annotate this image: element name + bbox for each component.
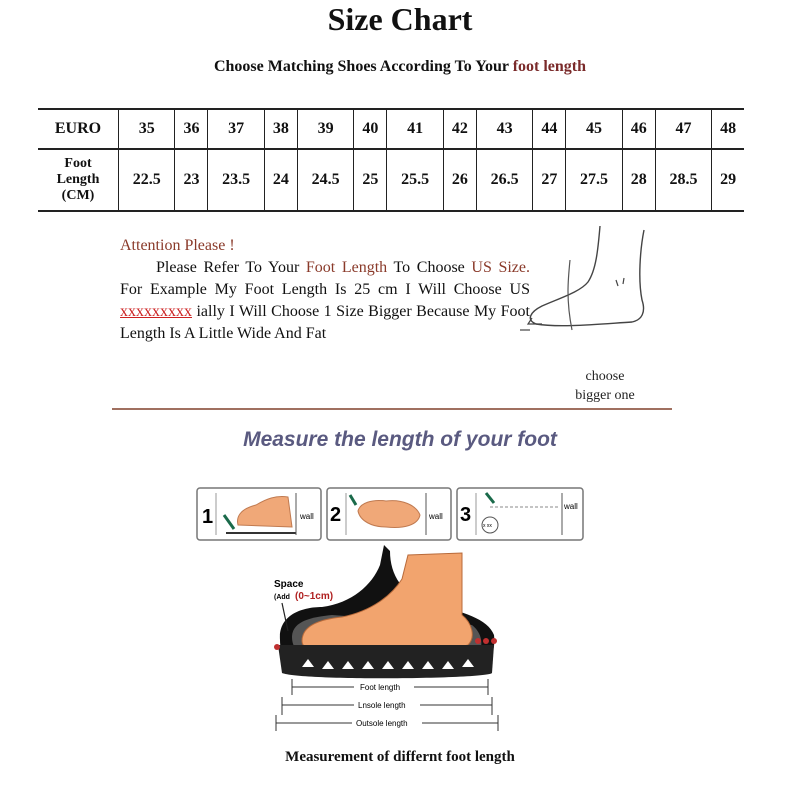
- choose-note-line1: choose: [585, 369, 625, 384]
- size-table: [38, 108, 744, 212]
- foot-length-cell: 24: [264, 149, 297, 211]
- euro-size-cell: 45: [566, 109, 622, 149]
- shoe-diagram: [262, 545, 512, 735]
- attention-us-size: US Size.: [471, 259, 530, 276]
- foot-length-label-line2: Length: [56, 172, 100, 187]
- attention-foot-length: Foot Length: [305, 259, 388, 276]
- measure-heading: Measure the length of your foot: [243, 428, 557, 451]
- step-1-number: 1: [202, 506, 214, 528]
- foot-length-label: [38, 149, 119, 211]
- step-3: [457, 488, 583, 540]
- step-3-mark: x xx: [483, 523, 492, 529]
- foot-length-cell: 24.5: [297, 149, 353, 211]
- foot-length-cell: 29: [712, 149, 744, 211]
- euro-size-cell: 36: [175, 109, 208, 149]
- euro-row: [38, 109, 744, 149]
- euro-size-cell: 44: [533, 109, 566, 149]
- foot-length-cell: 28.5: [655, 149, 711, 211]
- divider: [112, 408, 672, 410]
- attention-text-7: ially I Will Choose 1 Size Bigger Because My Foot Length Is A Little Wide And Fat: [120, 303, 530, 342]
- outsole-length-tag: Outsole length: [356, 719, 408, 728]
- euro-size-cell: 47: [655, 109, 711, 149]
- insole-length-tag: Lnsole length: [358, 701, 406, 710]
- attention-text-1: Please Refer To Your: [156, 259, 306, 276]
- foot-length-cell: 22.5: [119, 149, 175, 211]
- attention-redacted: xxxxxxxxx: [120, 303, 192, 320]
- measurement-steps: [196, 485, 586, 543]
- subtitle-highlight: foot length: [512, 58, 587, 75]
- diagram-caption: Measurement of differnt foot length: [285, 749, 515, 765]
- euro-size-cell: 42: [443, 109, 476, 149]
- foot-length-cell: 23: [175, 149, 208, 211]
- foot-length-cell: 27: [533, 149, 566, 211]
- foot-length-cell: 25: [354, 149, 387, 211]
- attention-text-5: For Example My Foot Length Is 25 cm I Will Choose US: [120, 281, 530, 298]
- foot-sketch-icon: [520, 220, 660, 340]
- foot-length-cell: 26: [443, 149, 476, 211]
- foot-length-label-line1: Foot: [64, 156, 92, 171]
- foot-length-label-line3: (CM): [61, 188, 95, 203]
- euro-size-cell: 35: [119, 109, 175, 149]
- foot-length-row: [38, 149, 744, 211]
- foot-length-cell: 28: [622, 149, 655, 211]
- step-1: [197, 488, 321, 540]
- euro-size-cell: 38: [264, 109, 297, 149]
- add-range: (0~1cm): [295, 591, 334, 602]
- page-title: Size Chart: [327, 1, 473, 37]
- euro-size-cell: 46: [622, 109, 655, 149]
- foot-length-cell: 26.5: [476, 149, 532, 211]
- euro-size-cell: 48: [712, 109, 744, 149]
- step-3-wall: wall: [564, 502, 578, 511]
- euro-size-cell: 41: [387, 109, 443, 149]
- subtitle-text: Choose Matching Shoes According To Your: [213, 58, 513, 75]
- foot-length-cell: 23.5: [208, 149, 264, 211]
- foot-length-tag: Foot length: [360, 683, 401, 692]
- foot-length-cell: 27.5: [566, 149, 622, 211]
- euro-label: EURO: [38, 109, 119, 149]
- attention-heading: Attention Please !: [120, 237, 235, 254]
- euro-size-cell: 39: [297, 109, 353, 149]
- space-label: Space: [274, 579, 304, 590]
- step-2-wall: wall: [429, 512, 443, 521]
- foot-length-cell: 25.5: [387, 149, 443, 211]
- choose-note-line2: bigger one: [575, 388, 635, 403]
- step-1-wall: wall: [300, 512, 314, 521]
- subtitle: [0, 58, 800, 76]
- step-2-number: 2: [330, 504, 342, 526]
- step-2: [327, 488, 451, 540]
- attention-text-3: To Choose: [387, 259, 472, 276]
- euro-size-cell: 43: [476, 109, 532, 149]
- euro-size-cell: 37: [208, 109, 264, 149]
- attention-note: [120, 235, 530, 345]
- step-3-number: 3: [460, 504, 472, 526]
- euro-size-cell: 40: [354, 109, 387, 149]
- add-label: (Add: [274, 594, 290, 601]
- choose-note: [560, 367, 650, 405]
